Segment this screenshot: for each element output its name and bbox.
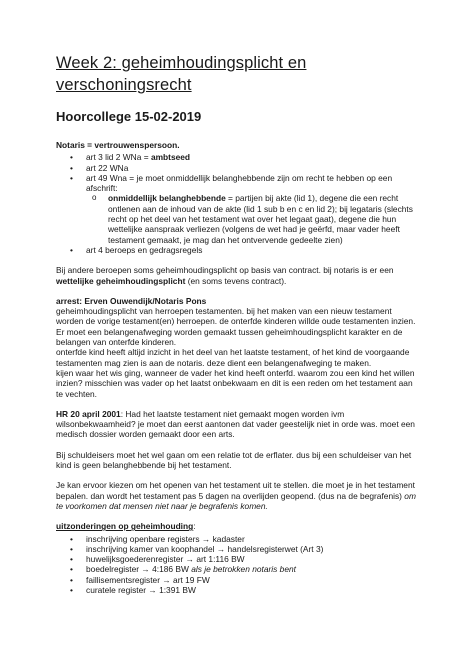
arrest-section [56, 296, 418, 399]
list-item: • inschrijving openbare registers → kadaster [56, 534, 418, 544]
heading-colon: : [193, 521, 196, 532]
uitstel-text: Je kan ervoor kiezen om het openen van het testament uit te stellen. die moet je in het testament bepalen. dan wordt het testament pas 5 dagen na overlijden geopend. (dus na de begrafenis) [56, 480, 415, 501]
sublist [86, 193, 418, 244]
uitzonderingen-section [56, 521, 418, 595]
arrest-heading: arrest: Erven Ouwendijk/Notaris Pons [56, 295, 207, 306]
list-item: • inschrijving kamer van koophandel → handelsregisterwet (Art 3) [56, 544, 418, 554]
uitzonderingen-list [56, 534, 418, 596]
title-line-2: verschoningsrecht [56, 76, 192, 94]
hr-paragraph [56, 409, 418, 440]
document-title [56, 52, 418, 96]
arrest-paragraph-1: geheimhoudingsplicht van herroepen testamenten. bij het maken van een nieuw testament worden de vorige testament(en) herroepen. de onterfde kinderen willde oude testamenten inzien. Er moet een belangenafweging worden gemaakt tussen geheimhoudingsplicht karakter en de belangen van onterfde kinderen. [56, 306, 416, 348]
list-item: • art 4 beroeps en gedragsregels [56, 245, 418, 255]
notaris-heading: Notaris = vertrouwenspersoon. [56, 140, 180, 150]
item-text: boedelregister → 4:186 BW [86, 564, 192, 575]
arrest-paragraph-2: onterfde kind heeft altijd inzicht in het deel van het laatste testament, of het kind de voorgaande testamenten mag zien is aan de notaris. deze dient een belangenafweging te maken. [56, 347, 410, 368]
list-item: • curatele register → 1:391 BW [56, 585, 418, 595]
para-text: Bij andere beroepen soms geheimhoudingsplicht op basis van contract. bij notaris is er een [56, 265, 394, 276]
paragraph-contract [56, 265, 418, 286]
uitstel-italic: om te voorkomen dat mensen niet naar je begrafenis komen. [56, 490, 416, 511]
uitzonderingen-heading [56, 521, 418, 531]
sub-text: = partijen bij akte (lid 1), degene die een recht ontlenen aan de inhoud van de akte (lid 1 sub b en c en lid 2); bij legataris (slechts recht op het deel van het testament wat over het legaat gaat), degene die hun wettelijke aanspraak verliezen (volgens de wet had je geërfd, maar vader heeft testament gemaakt, je mag dan het ontvervende gedeelte zien) [108, 193, 413, 245]
notaris-section [56, 140, 418, 255]
schuldeisers-paragraph: Bij schuldeisers moet het wel gaan om een relatie tot de erflater. dus bij een schuldeiser van het kind is geen belanghebbende bij het testament. [56, 449, 412, 471]
sub-bold: onmiddellijk belanghebbende [108, 193, 226, 204]
hr-text: : Had het laatste testament niet gemaakt mogen worden ivm wilsonbekwaamheid? je moet dan eerst aantonen dat vader geestelijk niet in orde was. moet een medisch dossier worden gemaakt door een arts. [56, 408, 415, 440]
list-item: • faillisementsregister → art 19 FW [56, 575, 418, 585]
para-bold: wettelijke geheimhoudingsplicht [56, 275, 186, 286]
sublist-item [86, 193, 418, 244]
item-italic: als je betrokken notaris bent [191, 564, 296, 575]
para-text: (en soms tevens contract). [185, 275, 287, 286]
heading-text: uitzonderingen op geheimhouding [56, 521, 194, 532]
hr-bold: HR 20 april 2001 [56, 408, 121, 419]
list-item [56, 173, 418, 245]
list-item [56, 152, 418, 162]
lecture-subtitle: Hoorcollege 15-02-2019 [56, 109, 202, 124]
list-item [56, 564, 418, 574]
list-item: • huwelijksgoederenregister → art 1:116 BW [56, 554, 418, 564]
notaris-list [56, 152, 418, 255]
title-line-1: Week 2: geheimhoudingsplicht en [56, 54, 307, 72]
uitstel-paragraph [56, 480, 418, 511]
item-text: art 49 Wna = je moet onmiddellijk belanghebbende zijn om recht te hebben op een afschrift: [86, 172, 393, 194]
item-bold: ambtseed [150, 152, 191, 163]
list-item: • art 22 WNa [56, 163, 418, 173]
arrest-paragraph-3: kijen waar het wis ging, wanneer de vader het kind heeft onterfd. waarom zou een kind het willen inzien? misschien was vader op het laatst onbekwaam en dit is een reden om het testament aan te vechten. [56, 367, 415, 399]
item-text: art 3 lid 2 WNa = [86, 152, 151, 163]
